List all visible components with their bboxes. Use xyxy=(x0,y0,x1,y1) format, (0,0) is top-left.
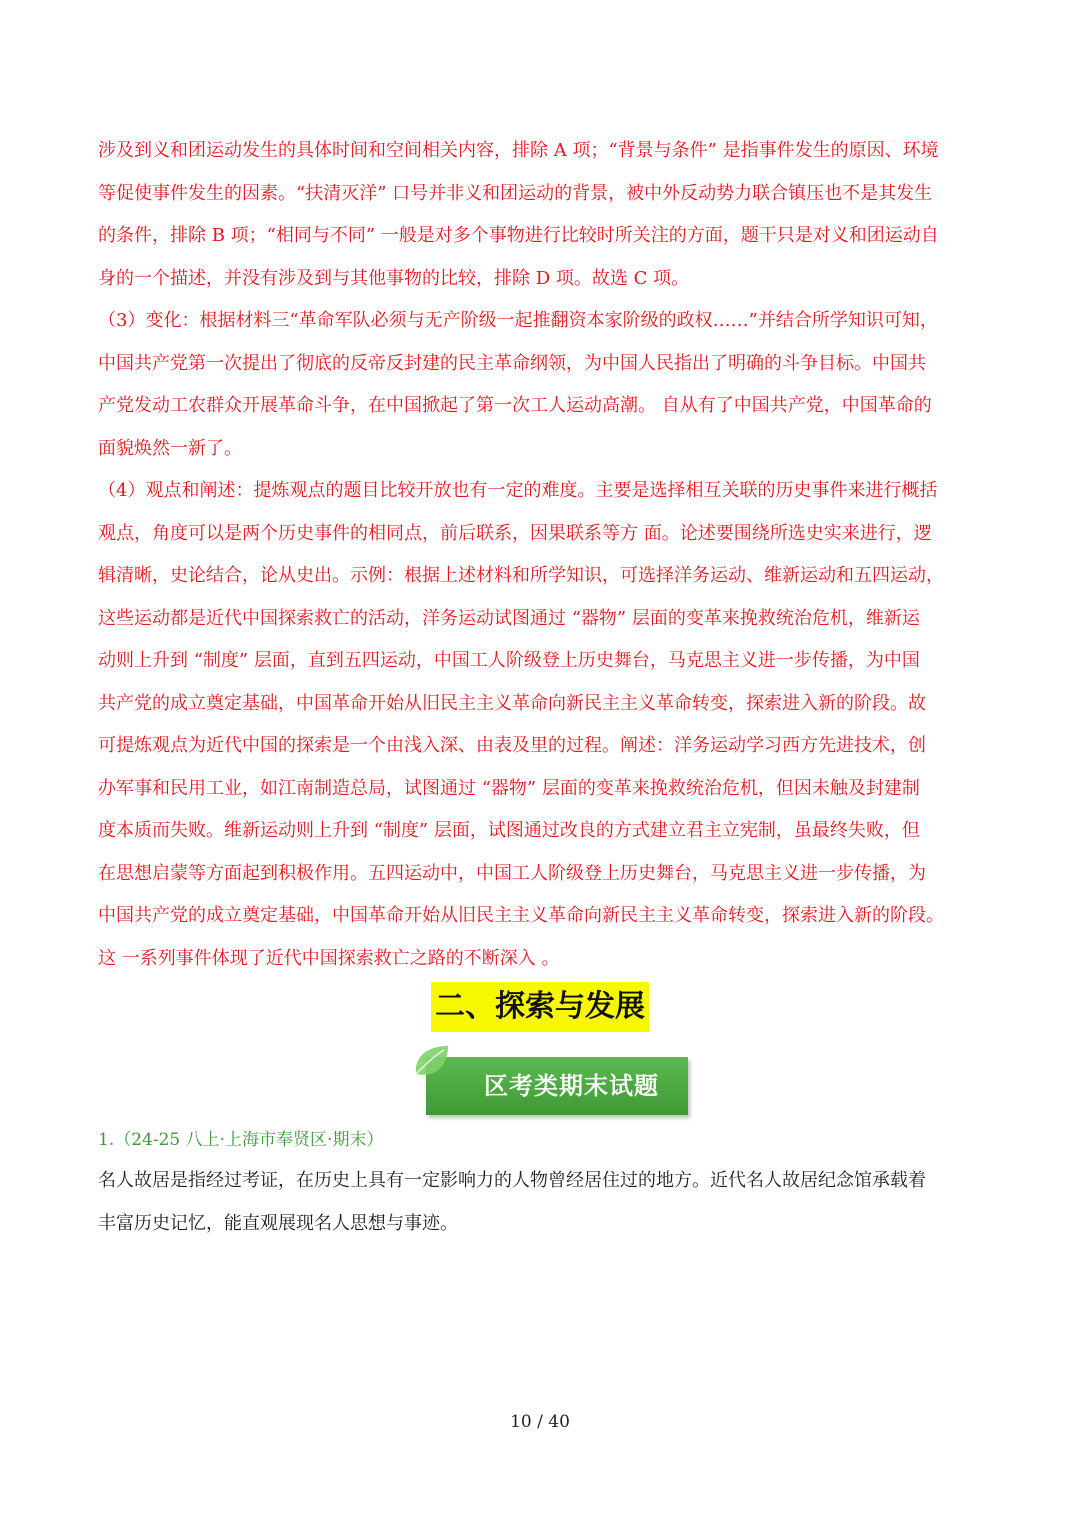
section-heading-wrap xyxy=(0,982,1080,1032)
question-source: 1.（24-25 八上·上海市奉贤区·期末） xyxy=(98,1130,384,1150)
answer-line: 中国共产党的成立奠定基础，中国革命开始从旧民主主义革命向新民主主义革命转变，探索进入新的阶段。 xyxy=(98,905,944,926)
question-block xyxy=(98,1120,982,1245)
answer-explanation xyxy=(98,130,982,980)
answer-line: 办军事和民用工业，如江南制造总局，试图通过 “器物” 层面的变革来挽救统治危机，但因未触及封建制 xyxy=(98,777,920,799)
answer-line: 这些运动都是近代中国探索救亡的活动，洋务运动试图通过 “器物” 层面的变革来挽救统治危机，维新运 xyxy=(98,607,920,629)
answer-line: 身的一个描述，并没有涉及到与其他事物的比较，排除 D 项。故选 C 项。 xyxy=(98,267,690,289)
answer-line: 在思想启蒙等方面起到积极作用。五四运动中，中国工人阶级登上历史舞台，马克思主义进一步传播，为 xyxy=(98,862,926,884)
answer-line: 等促使事件发生的因素。“扶清灭洋” 口号并非义和团运动的背景，被中外反动势力联合镇压也不是其发生 xyxy=(98,182,933,204)
answer-line: 度本质而失败。维新运动则上升到 “制度” 层面，试图通过改良的方式建立君主立宪制，虽最终失败，但 xyxy=(98,820,920,841)
answer-line: 动则上升到 “制度” 层面，直到五四运动，中国工人阶级登上历史舞台，马克思主义进一步传播，为中国 xyxy=(98,650,920,671)
answer-line: 辑清晰，史论结合，论从史出。示例：根据上述材料和所学知识，可选择洋务运动、维新运动和五四运动， xyxy=(98,565,944,586)
answer-line: （4）观点和阐述：提炼观点的题目比较开放也有一定的难度。主要是选择相互关联的历史事件来进行概括 xyxy=(98,480,938,501)
answer-line: （3）变化：根据材料三“革命军队必须与无产阶级一起推翻资本家阶级的政权……”并结合所学知识可知， xyxy=(98,310,938,331)
answer-line: 涉及到义和团运动发生的具体时间和空间相关内容，排除 A 项；“背景与条件” 是指事件发生的原因、环境 xyxy=(98,140,939,161)
question-line: 名人故居是指经过考证，在历史上具有一定影响力的人物曾经居住过的地方。近代名人故居纪念馆承载着 xyxy=(98,1170,926,1191)
question-line: 丰富历史记忆，能直观展现名人思想与事迹。 xyxy=(98,1212,458,1234)
answer-line: 产党发动工农群众开展革命斗争，在中国掀起了第一次工人运动高潮。 自从有了中国共产党，中国革命的 xyxy=(98,395,932,416)
answer-line: 共产党的成立奠定基础，中国革命开始从旧民主主义革命向新民主主义革命转变，探索进入新的阶段。故 xyxy=(98,692,926,714)
answer-line: 可提炼观点为近代中国的探索是一个由浅入深、由表及里的过程。阐述：洋务运动学习西方先进技术，创 xyxy=(98,735,926,756)
leaf-icon xyxy=(410,1040,454,1084)
section-heading: 二、探索与发展 xyxy=(431,982,649,1032)
answer-line: 这 一系列事件体现了近代中国探索救亡之路的不断深入 。 xyxy=(98,947,560,969)
answer-line: 观点，角度可以是两个历史事件的相同点，前后联系，因果联系等方 面。论述要围绕所选史实来进行，逻 xyxy=(98,522,932,544)
banner-label: 区考类期末试题 xyxy=(484,1072,659,1100)
answer-line: 中国共产党第一次提出了彻底的反帝反封建的民主革命纲领，为中国人民指出了明确的斗争目标。中国共 xyxy=(98,352,926,374)
category-banner xyxy=(426,1057,688,1115)
answer-line: 面貌焕然一新了。 xyxy=(98,437,242,459)
page-number: 10 / 40 xyxy=(510,1412,570,1432)
answer-line: 的条件，排除 B 项；“相同与不同” 一般是对多个事物进行比较时所关注的方面，题干只是对义和团运动自 xyxy=(98,225,939,246)
